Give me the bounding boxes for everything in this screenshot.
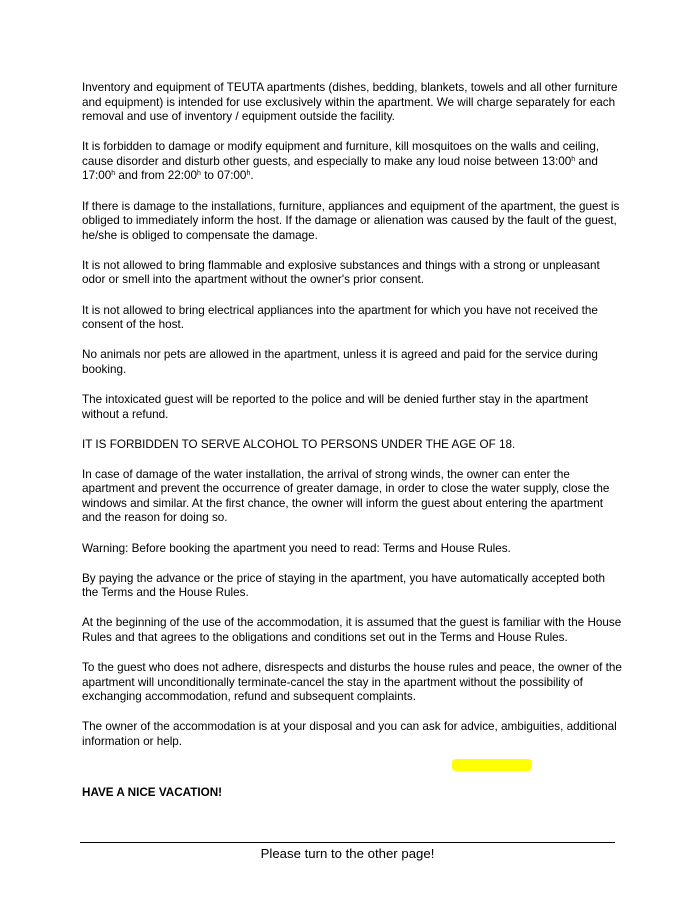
paragraph-termination: To the guest who does not adhere, disrespects and disturbs the house rules and peace, the owner of the apartment will unconditionally terminate-cancel the stay in the apartment without the possibility of exchanging accommodation, refund and subsequent complaints. [82,661,622,704]
paragraph-warning: Warning: Before booking the apartment you need to read: Terms and House Rules. [82,541,511,555]
quiet-hours-time-2: 17:00 [82,169,112,183]
quiet-hours-and: and [578,154,598,168]
paragraph-pets: No animals nor pets are allowed in the apartment, unless it is agreed and paid for the service during booking. [82,348,598,376]
quiet-hours-sup-1: h [571,155,576,163]
paragraph-noise-rules: It is forbidden to damage or modify equipment and furniture, kill mosquitoes on the walls and ceiling, cause disorder and disturb other guests, and especially to make any loud noise between 13:00$^h$ and 17:00$^h$ and from 22:00$^h$ to 07:00$^h$. [82,140,600,183]
quiet-hours-sup-3: h [197,170,201,178]
noise-rules-text: It is forbidden to damage or modify equipment and furniture, kill mosquitoes on the walls and ceiling, cause disorder and disturb other guests, and especially to make any loud noise between [82,140,600,168]
paragraph-alcohol: IT IS FORBIDDEN TO SERVE ALCOHOL TO PERSONS UNDER THE AGE OF 18. [82,437,516,451]
paragraph-house-rules: At the beginning of the use of the accommodation, it is assumed that the guest is familiar with the House Rules and that agrees to the obligations and conditions set out in the Terms and House Rules. [82,616,622,644]
yellow-highlight-mark [452,759,532,771]
quiet-hours-sup-4: h [246,170,251,178]
quiet-hours-sup-2: h [111,170,116,178]
paragraph-advance-payment: By paying the advance or the price of staying in the apartment, you have automatically accepted both the Terms and the House Rules. [82,571,606,600]
paragraph-water-damage: In case of damage of the water installation, the arrival of strong winds, the owner can enter the apartment and prevent the occurrence of greater damage, in order to close the water supply, close the windows and similar. At the first chance, the owner will inform the guest about entering the apartment and the reason for doing so. [82,467,610,525]
quiet-hours-and-from: and from [118,169,165,183]
paragraph-owner-disposal: The owner of the accommodation is at your disposal and you can ask for advice, ambiguities, additional information or help. [82,720,617,748]
quiet-hours-time-1: 13:00 [542,154,572,168]
quiet-hours-time-4: 07:00 [217,169,247,183]
paragraph-intoxicated: The intoxicated guest will be reported to the police and will be denied further stay in the apartment without a refund. [82,392,589,421]
closing-greeting: HAVE A NICE VACATION! [82,786,223,799]
paragraph-electrical: It is not allowed to bring electrical appliances into the apartment for which you have not received the consent of the host. [82,303,598,332]
quiet-hours-to: to [204,169,214,183]
document-body [82,81,622,765]
paragraph-damage: If there is damage to the installations, furniture, appliances and equipment of the apartment, the guest is obliged to immediately inform the host. If the damage or alienation was caused by the fault of the guest, he/she is obliged to compensate the damage. [82,199,620,242]
paragraph-flammable: It is not allowed to bring flammable and explosive substances and things with a strong or unpleasant odor or smell into the apartment without the owner's prior consent. [82,258,600,287]
quiet-hours-time-3: 22:00 [167,169,198,183]
footer-divider [80,842,615,843]
footer-note: Please turn to the other page! [260,846,435,861]
paragraph-inventory: Inventory and equipment of TEUTA apartments (dishes, bedding, blankets, towels and all other furniture and equipment) is intended for use exclusively within the apartment. We will charge separately for each removal and use of inventory / equipment outside the facility. [82,81,618,124]
